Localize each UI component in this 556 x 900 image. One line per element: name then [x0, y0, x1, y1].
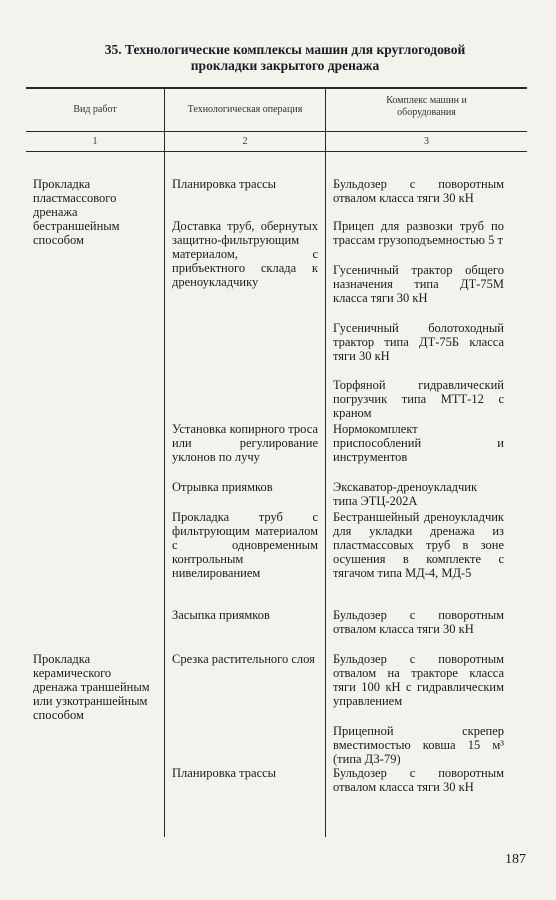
operation-cell: Планировка трассы	[172, 177, 277, 191]
operation-cell: Установка копирного троса или регулирование уклонов по лучу	[172, 422, 318, 464]
table-title	[40, 42, 530, 74]
operation-cell: Прокладка труб с фильтрующим материалом с одновременным контрольным нивелированием	[172, 510, 318, 580]
column-number-2: 2	[242, 136, 248, 147]
equipment-cell: Прицепной скрепер вместимостью ковша 15 м³ (типа ДЗ-79)	[333, 724, 504, 766]
header-equipment: Комплекс машин и оборудования	[386, 95, 467, 118]
header-work-type: Вид работ	[73, 104, 117, 115]
table-title-line2: прокладки закрытого дренажа	[190, 58, 380, 73]
work-type-cell: Прокладка пластмассового дренажа бестраншейным способом	[33, 177, 120, 247]
equipment-cell: Нормокомплект приспособлений и инструментов	[333, 422, 504, 464]
work-type-cell: Прокладка керамического дренажа траншейным или узкотраншейным способом	[33, 652, 150, 722]
equipment-cell: Гусеничный болотоходный трактор типа ДТ-75Б класса тяги 30 кН	[333, 321, 504, 363]
equipment-cell: Торфяной гидравлический погрузчик типа МТТ-12 с краном	[333, 378, 504, 420]
column-divider-2	[325, 87, 326, 837]
operation-cell: Срезка растительного слоя	[172, 652, 315, 666]
operation-cell: Засыпка приямков	[172, 608, 270, 622]
header-operation: Технологическая операция	[187, 104, 303, 115]
equipment-cell: Экскаватор-дреноукладчик типа ЭТЦ-202А	[333, 480, 478, 508]
operation-cell: Планировка трассы	[172, 766, 277, 780]
column-number-3: 3	[424, 136, 429, 147]
header-bottom-rule	[26, 131, 527, 132]
equipment-cell: Бульдозер с поворотным отвалом класса тяги 30 кН	[333, 177, 504, 205]
page-number: 187	[505, 852, 526, 867]
column-number-rule	[26, 151, 527, 152]
equipment-cell: Бульдозер с поворотным отвалом класса тяги 30 кН	[333, 608, 504, 636]
equipment-cell: Гусеничный трактор общего назначения типа ДТ-75М класса тяги 30 кН	[333, 263, 504, 305]
equipment-cell: Бульдозер с поворотным отвалом на тракторе класса тяги 100 кН с гидравлическим управлением	[333, 652, 504, 708]
column-divider-1	[164, 87, 165, 837]
table-top-rule	[26, 87, 527, 89]
table-title-line1: 35. Технологические комплексы машин для круглогодовой	[104, 42, 466, 57]
operation-cell: Доставка труб, обернутых защитно-фильтрующим материалом, с прибъектного склада к дреноукладчику	[172, 219, 318, 289]
column-number-1: 1	[92, 136, 98, 147]
operation-cell: Отрывка приямков	[172, 480, 273, 494]
equipment-cell: Бестраншейный дреноукладчик для укладки дренажа из пластмассовых труб в зоне осушения в комплекте с тягачом типа МД-4, МД-5	[333, 510, 504, 580]
equipment-cell: Прицеп для развозки труб по трассам грузоподъемностью 5 т	[333, 219, 504, 247]
equipment-cell: Бульдозер с поворотным отвалом класса тяги 30 кН	[333, 766, 504, 794]
